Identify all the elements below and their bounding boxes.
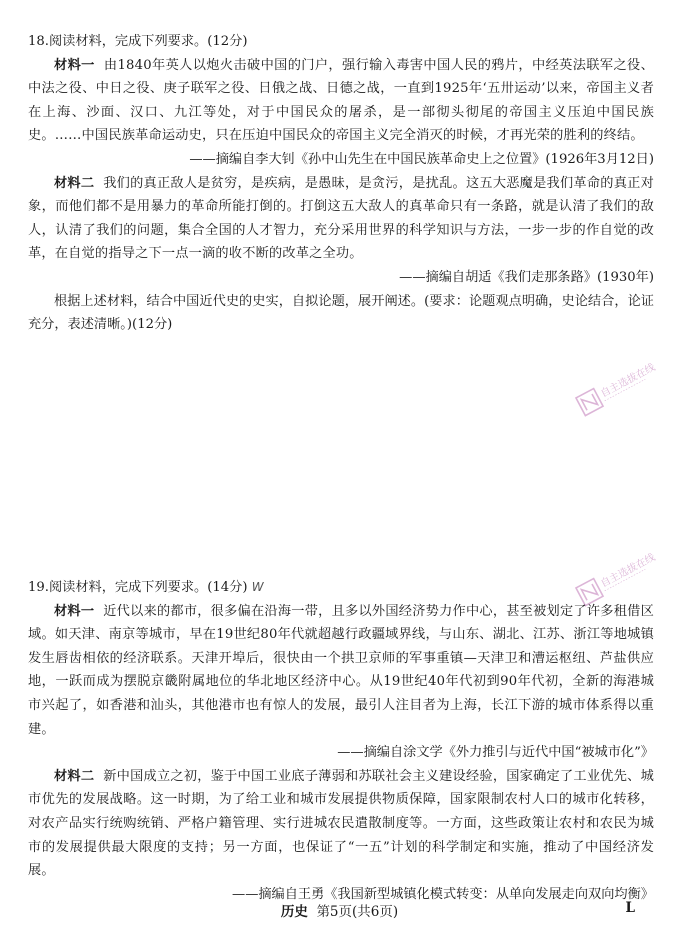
footer-mark: L [625,900,635,916]
q18-material-1 [28,54,654,148]
q19-material-1-source: ——摘编自涂文学《外力推引与近代中国“被城市化”》 [337,745,654,761]
footer-page-number: 第5页(共6页) [316,904,399,920]
q18-material-1-label: 材料一 [54,57,95,73]
q18-material-2 [28,172,654,266]
q19-material-1 [28,600,654,742]
q18-material-1-source: ——摘编自李大钊《孙中山先生在中国民族革命史上之位置》(1926年3月12日) [189,151,654,167]
question-18-title: 18.阅读材料，完成下列要求。(12分) [28,34,248,49]
watermark-text: 自主选拔在线 [599,362,658,400]
q18-material-2-source: ——摘编自胡适《我们走那条路》(1930年) [399,269,654,285]
handwritten-mark: W [251,580,264,594]
watermark-text: 自主选拔在线 [599,552,658,590]
question-19 [28,576,654,906]
watermark-logo-icon [566,360,658,420]
footer-subject: 历史 [280,904,308,920]
q18-requirement: 根据上述材料，结合中国近代史的史实，自拟论题，展开阐述。(要求：论题观点明确，史论结合，论证充分，表述清晰。)(12分) [28,293,654,333]
q19-material-2 [28,765,654,883]
question-19-title-text: 19.阅读材料，完成下列要求。(14分) [28,580,248,595]
q19-material-1-label: 材料一 [54,603,95,619]
watermark-stamp [566,360,658,400]
q19-material-2-text: 新中国成立之初，鉴于中国工业底子薄弱和苏联社会主义建设经验，国家确定了工业优先、城市优先的发展战略。这一时期，为了给工业和城市发展提供物质保障，国家限制农村人口的城市化转移，对农产品实行统购统销、严格户籍管理、实行进城农民遣散制度等。一方面，这些政策让农村和农民为城市的发展提供最大限度的支持；另一方面，也保证了“一五”计划的科学制定和实施，推动了中国经济发展。 [28,768,654,879]
question-19-title [28,576,654,600]
q18-material-2-label: 材料二 [54,175,95,191]
q19-material-1-text: 近代以来的都市，很多偏在沿海一带，且多以外国经济势力作中心，甚至被划定了许多租借区域。如天津、南京等城市，早在19世纪80年代就超越行政疆域界线，与山东、湖北、江苏、浙江等地城镇发生唇齿相依的经济联系。天津开埠后，很快由一个拱卫京师的军事重镇—天津卫和漕运枢纽、芦盐供应地，一跃而成为摆脱京畿附属地位的华北地区经济中心。从19世纪40年代初到90年代初，全新的海港城市兴起了，如香港和汕头，其他港市也有惊人的发展，最引人注目者为上海，长江下游的城市体系得以重建。 [28,603,654,737]
q19-material-2-source: ——摘编自王勇《我国新型城镇化模式转变：从单向发展走向双向均衡》 [232,886,654,902]
footer-page-info [0,900,679,920]
q18-material-2-text: 我们的真正敌人是贫穷，是疾病，是愚昧，是贪污，是扰乱。这五大恶魔是我们革命的真正对象，而他们都不是用暴力的革命所能打倒的。打倒这五大敌人的真革命只有一条路，就是认清了我们的敌人，认清了我们的问题，集合全国的人才智力，充分采用世界的科学知识与方法，一步一步的作自觉的改革，在自觉的指导之下一点一滴的收不断的改革之全功。 [28,175,654,262]
q18-material-1-text: 由1840年英人以炮火击破中国的门户，强行输入毒害中国人民的鸦片，中经英法联军之役、中法之役、中日之役、庚子联军之役、日俄之战、日德之战，一直到1925年‘五卅运动’以来，帝国主义者在上海、沙面、汉口、九江等处，对于中国民众的屠杀，是一部彻头彻尾的帝国主义压迫中国民族史。……中国民族革命运动史，只在压迫中国民众的帝国主义完全消灭的时候，才再光荣的胜利的终结。 [28,57,654,144]
q19-material-2-label: 材料二 [54,768,95,784]
question-18 [28,30,654,337]
